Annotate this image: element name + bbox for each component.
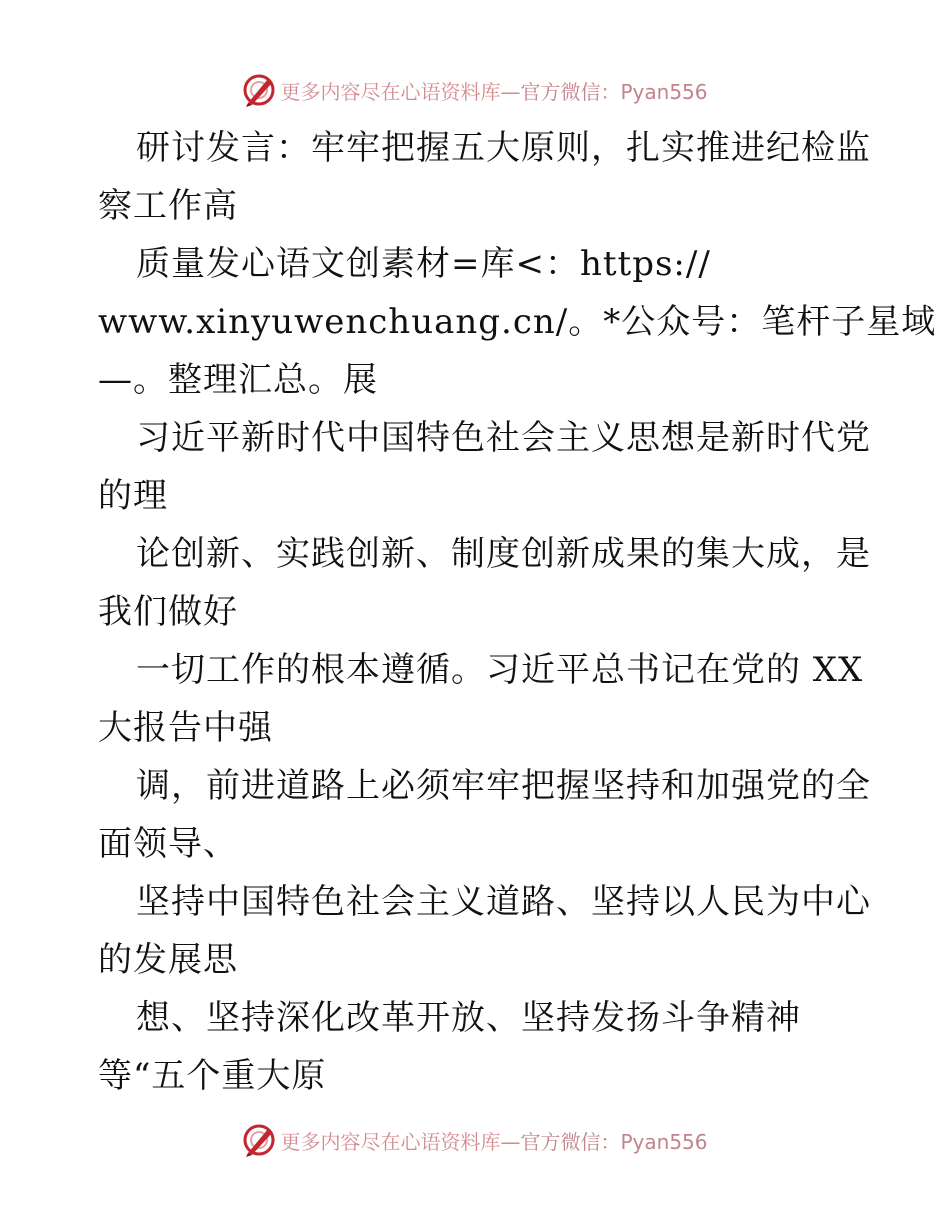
header-banner bbox=[0, 70, 950, 110]
header-banner-text bbox=[280, 76, 707, 105]
text-line: 研讨发言：牢牢把握五大原则，扎实推进纪检监 bbox=[136, 128, 871, 168]
text-line: 一切工作的根本遵循。习近平总书记在党的 XX bbox=[136, 650, 864, 690]
pen-logo-icon bbox=[242, 73, 276, 107]
header-site-text: 更多内容尽在心语资料库 bbox=[280, 79, 501, 104]
text-line: 习近平新时代中国特色社会主义思想是新时代党 bbox=[136, 418, 871, 458]
header-separator: — bbox=[500, 79, 521, 104]
footer-banner-text bbox=[280, 1126, 707, 1155]
text-line: 等“五个重大原 bbox=[98, 1056, 327, 1096]
footer-banner bbox=[0, 1120, 950, 1160]
text-line: 大报告中强 bbox=[98, 708, 273, 748]
text-line: 想、坚持深化改革开放、坚持发扬斗争精神 bbox=[136, 998, 801, 1038]
text-line: www.xinyuwenchuang.cn/。*公众号：笔杆子星域 bbox=[98, 302, 937, 342]
header-wechat-label: 官方微信： bbox=[520, 79, 621, 104]
text-line: 面领导、 bbox=[98, 824, 238, 864]
text-line: 质量发心语文创素材=库<：https:// bbox=[136, 244, 711, 284]
text-line: 的发展思 bbox=[98, 940, 238, 980]
footer-separator: — bbox=[500, 1129, 521, 1154]
text-line: 论创新、实践创新、制度创新成果的集大成，是 bbox=[136, 534, 871, 574]
header-wechat-id: Pyan556 bbox=[620, 79, 708, 104]
text-line: 坚持中国特色社会主义道路、坚持以人民为中心 bbox=[136, 882, 871, 922]
text-line: 察工作高 bbox=[98, 186, 238, 226]
footer-wechat-label: 官方微信： bbox=[520, 1129, 621, 1154]
text-line: 我们做好 bbox=[98, 592, 238, 632]
document-body bbox=[98, 119, 937, 1105]
footer-wechat-id: Pyan556 bbox=[620, 1129, 708, 1154]
footer-site-text: 更多内容尽在心语资料库 bbox=[280, 1129, 501, 1154]
text-line: —。整理汇总。展 bbox=[98, 360, 378, 400]
text-line: 调，前进道路上必须牢牢把握坚持和加强党的全 bbox=[136, 766, 871, 806]
pen-logo-icon bbox=[242, 1123, 276, 1157]
text-line: 的理 bbox=[98, 476, 168, 516]
